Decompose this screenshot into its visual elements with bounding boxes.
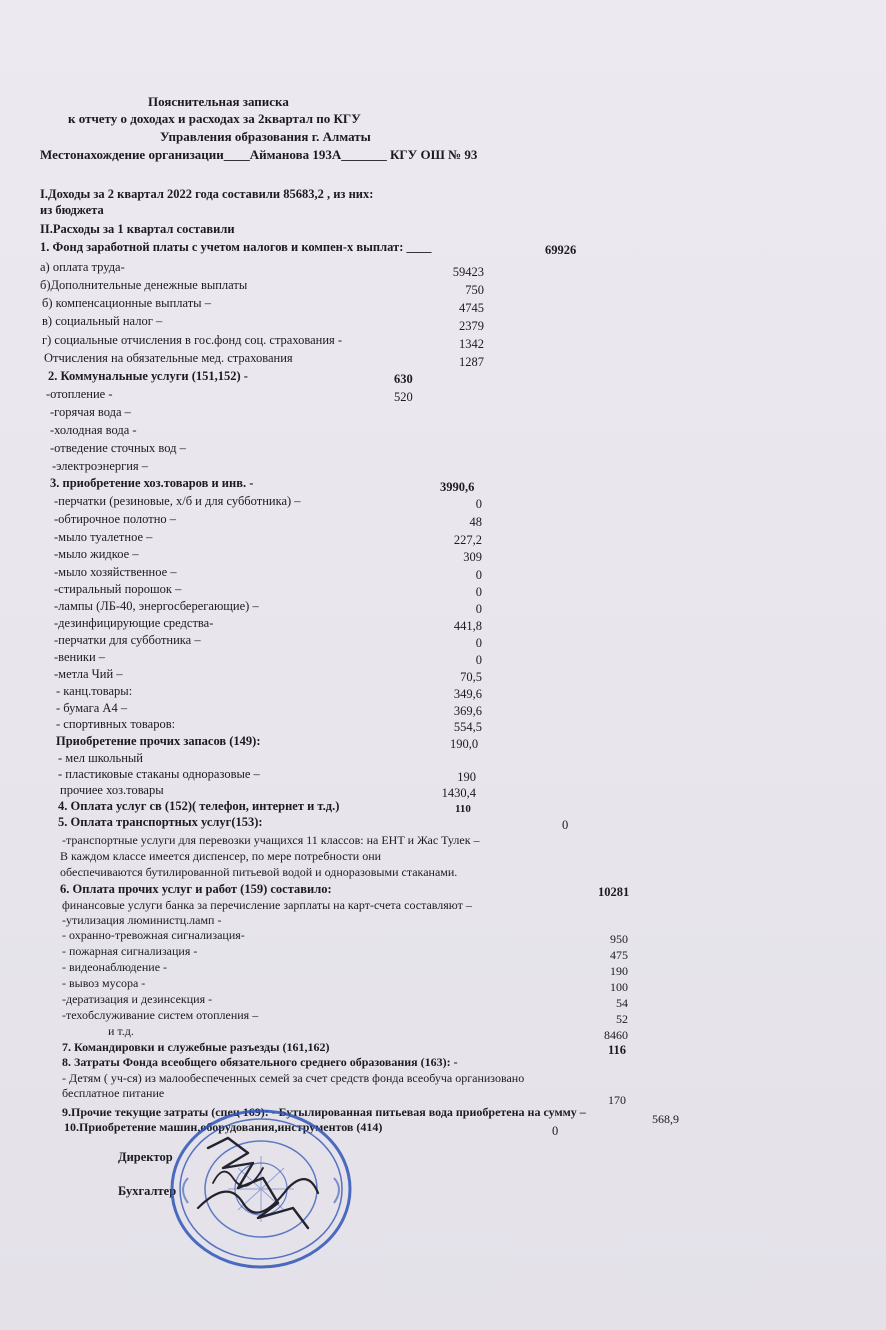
- sec3-item-value: 0: [475, 653, 482, 667]
- sec6-item-value: 475: [610, 948, 628, 962]
- sec9-value: 568,9: [652, 1112, 679, 1126]
- sec3-item-label: -дезинфицирующие средства-: [54, 616, 214, 630]
- sec8-title: 8. Затраты Фонда всеобщего обязательного среднего образования (163): -: [62, 1055, 458, 1069]
- sec1-item-value: 2379: [459, 319, 484, 333]
- sec3-other-item-label: прочиее хоз.товары: [60, 783, 164, 797]
- sec6-item-value: 8460: [604, 1028, 628, 1042]
- sec3-item-label: -перчатки для субботника –: [54, 633, 201, 647]
- sec6-item-label: -техобслуживание систем отопления –: [62, 1008, 259, 1022]
- sec3-item-label: -мыло туалетное –: [54, 530, 153, 544]
- sec6-item-label: - видеонаблюдение -: [62, 960, 168, 974]
- sec10-value: 0: [552, 1124, 559, 1138]
- sec3-item-value: 369,6: [453, 704, 482, 718]
- sec3-other-total: 190,0: [450, 737, 479, 751]
- sec3-item-value: 441,8: [453, 619, 482, 633]
- sec6-item-label: - вывоз мусора -: [62, 976, 146, 990]
- sec6-item-label: -дератизация и дезинсекция -: [62, 992, 213, 1006]
- sec3-item-value: 0: [475, 636, 482, 650]
- income-source: из бюджета: [40, 203, 104, 217]
- sec6-item-label: финансовые услуги банка за перечисление зарплаты на карт-счета составляют –: [62, 898, 472, 912]
- sec3-item-value: 0: [475, 602, 482, 616]
- sec6-item-label: - пожарная сигнализация -: [62, 944, 198, 958]
- sec6-item-value: 54: [616, 996, 628, 1010]
- sec5-value: 0: [562, 818, 569, 832]
- sec6-item-value: 950: [610, 932, 628, 946]
- sec1-item-value: 1287: [459, 355, 484, 369]
- sec3-item-label: - спортивных товаров:: [56, 717, 176, 731]
- sec4-value: 110: [455, 803, 471, 815]
- sec2-item-label: -электроэнергия –: [52, 459, 149, 473]
- sec1-title: 1. Фонд заработной платы с учетом налогов и компен-х выплат: ____: [40, 240, 432, 254]
- sec3-other-title: Приобретение прочих запасов (149):: [56, 734, 261, 748]
- sec4-title: 4. Оплата услуг св (152)( телефон, интернет и т.д.): [58, 799, 340, 813]
- sec1-item-label: в) социальный налог –: [42, 314, 163, 328]
- sec1-total: 69926: [545, 243, 577, 257]
- sec3-item-label: -мыло жидкое –: [54, 547, 139, 561]
- sec1-item-value: 1342: [459, 337, 484, 351]
- sec2-item-label: -отопление -: [46, 387, 113, 401]
- sec6-title: 6. Оплата прочих услуг и работ (159) составило:: [60, 882, 332, 896]
- sec8-value: 170: [608, 1093, 626, 1107]
- sec3-item-label: -перчатки (резиновые, х/б и для субботника) –: [54, 494, 301, 508]
- sec5-line: -транспортные услуги для перевозки учащихся 11 классов: на ЕНТ и Жас Тулек –: [62, 833, 480, 847]
- sec3-item-value: 48: [469, 515, 482, 529]
- sec3-item-label: -веники –: [54, 650, 106, 664]
- sec3-item-value: 0: [475, 568, 482, 582]
- accountant-label: Бухгалтер: [118, 1184, 177, 1198]
- sec3-item-label: - бумага А4 –: [56, 701, 128, 715]
- sec1-item-value: 750: [465, 283, 484, 297]
- sec3-other-item-label: - мел школьный: [58, 751, 143, 765]
- official-stamp-icon: [168, 1108, 354, 1270]
- sec2-item-value: 520: [394, 390, 413, 404]
- sec3-item-value: 0: [475, 497, 482, 511]
- sec1-item-label: б)Дополнительные денежные выплаты: [40, 278, 248, 292]
- sec3-item-label: -мыло хозяйственное –: [54, 565, 177, 579]
- director-label: Директор: [118, 1150, 173, 1164]
- sec6-item-value: 100: [610, 980, 628, 994]
- sec10-title: 10.Приобретение машин,оборудования,инструментов (414): [64, 1120, 383, 1134]
- sec5-line: В каждом классе имеется диспенсер, по мере потребности они: [60, 849, 382, 863]
- sec1-item-label: Отчисления на обязательные мед. страхования: [44, 351, 293, 365]
- sec1-item-label: б) компенсационные выплаты –: [42, 296, 211, 310]
- organization-location: Местонахождение организации____Айманова 193А_______ КГУ ОШ № 93: [40, 147, 478, 162]
- sec3-item-value: 349,6: [453, 687, 482, 701]
- sec7-title: 7. Командировки и служебные разъезды (161,162): [62, 1040, 330, 1054]
- sec9-title: 9.Прочие текущие затраты (спец 169): - Бутылированная питьевая вода приобретена на сумму –: [62, 1105, 586, 1119]
- document-subtitle-org: Управления образования г. Алматы: [160, 129, 371, 144]
- sec8-line: - Детям ( уч-ся) из малообеспеченных семей за счет средств фонда всеобуча организовано: [62, 1071, 525, 1085]
- sec3-item-value: 309: [463, 550, 482, 564]
- sec3-item-value: 70,5: [460, 670, 482, 684]
- sec3-item-label: -стиральный порошок –: [54, 582, 182, 596]
- sec3-item-value: 554,5: [453, 720, 482, 734]
- sec6-total: 10281: [598, 885, 630, 899]
- sec3-item-value: 0: [475, 585, 482, 599]
- sec1-item-value: 4745: [459, 301, 484, 315]
- sec3-title: 3. приобретение хоз.товаров и инв. -: [50, 476, 254, 490]
- sec6-item-value: 52: [616, 1012, 628, 1026]
- sec1-item-label: а) оплата труда-: [40, 260, 125, 274]
- sec3-other-item-label: - пластиковые стаканы одноразовые –: [58, 767, 260, 781]
- sec1-item-value: 59423: [452, 265, 484, 279]
- sec6-item-label: - охранно-тревожная сигнализация-: [62, 928, 245, 942]
- sec6-item-label: и т.д.: [66, 1024, 134, 1038]
- sec3-item-label: -метла Чий –: [54, 667, 123, 681]
- sec2-item-label: -холодная вода -: [50, 423, 137, 437]
- sec3-other-item-value: 1430,4: [441, 786, 476, 800]
- sec3-item-value: 227,2: [453, 533, 482, 547]
- sec6-item-value: 190: [610, 964, 628, 978]
- sec3-item-label: -лампы (ЛБ-40, энергосберегающие) –: [54, 599, 259, 613]
- sec3-item-label: -обтирочное полотно –: [54, 512, 177, 526]
- sec3-item-label: - канц.товары:: [56, 684, 133, 698]
- income-line: I.Доходы за 2 квартал 2022 года составили 85683,2 , из них:: [40, 187, 374, 201]
- sec2-item-label: -отведение сточных вод –: [50, 441, 186, 455]
- sec7-value: 116: [608, 1043, 627, 1057]
- sec8-line: бесплатное питание: [62, 1086, 165, 1100]
- document-title: Пояснительная записка: [148, 94, 289, 109]
- sec2-total: 630: [394, 372, 413, 386]
- document-subtitle: к отчету о доходах и расходах за 2квартал по КГУ: [68, 111, 361, 126]
- sec2-title: 2. Коммунальные услуги (151,152) -: [48, 369, 248, 383]
- sec1-item-label: г) социальные отчисления в гос.фонд соц. страхования -: [42, 333, 343, 347]
- sec3-total: 3990,6: [440, 480, 475, 494]
- sec3-other-item-value: 190: [457, 770, 476, 784]
- expenses-title: II.Расходы за 1 квартал составили: [40, 222, 235, 236]
- sec6-item-label: -утилизация люминистц.ламп -: [62, 913, 222, 927]
- sec5-line: обеспечиваются бутилированной питьевой водой и одноразовыми стаканами.: [60, 865, 458, 879]
- sec2-item-label: -горячая вода –: [50, 405, 131, 419]
- sec5-title: 5. Оплата транспортных услуг(153):: [58, 815, 263, 829]
